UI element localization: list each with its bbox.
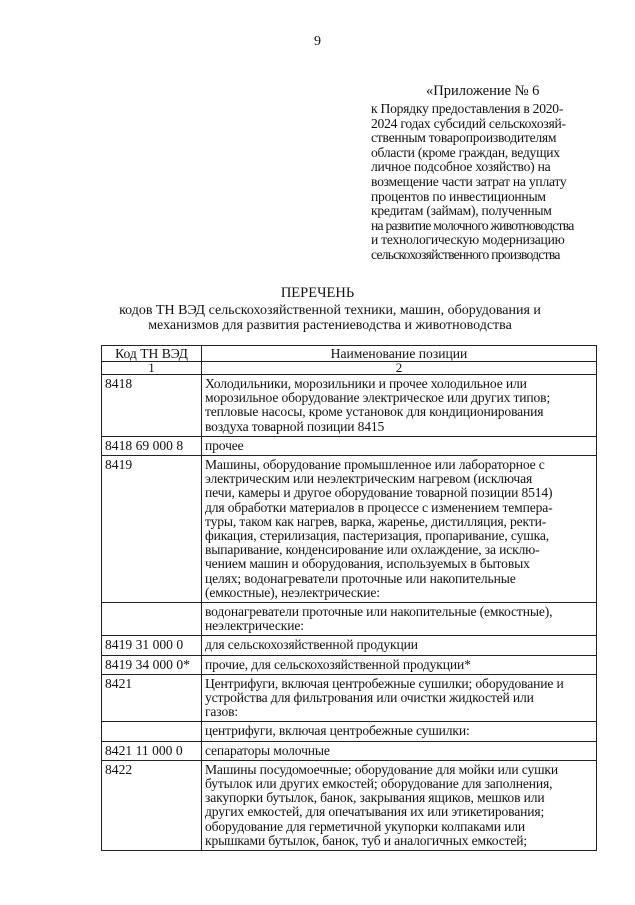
tnved-code-cell: 8418 69 000 8 [102,436,202,455]
position-name-line: целях; водонагреватели проточные или накопительные [205,570,516,586]
column-number: 1 [102,362,202,375]
position-name-cell [202,603,597,636]
position-name-line: сепараторы молочные [205,742,330,758]
position-name-line: оборудование для герметичной укупорки колпаками или [205,818,526,834]
annex-line: и технологическую модернизацию [371,232,565,248]
annex-line: возмещение части затрат на уплату [371,173,567,189]
position-name-cell [202,655,597,674]
position-name-line: других емкостей, для опечатывания их или этикетирования; [205,804,545,820]
annex-text [371,102,591,263]
position-name-line: закупорки бутылок, банок, закрывания ящиков, мешков или [205,790,545,806]
annex-line: к Порядку предоставления в 2020- [371,101,564,116]
annex-line: личное подсобное хозяйство) на [371,159,551,175]
position-name-line: устройства для фильтрования или очистки жидкостей или [205,690,534,706]
tnved-code-cell: 8418 [102,375,202,437]
tnved-code-cell: 8422 [102,760,202,850]
column-number-row [102,362,597,375]
position-name-line: для обработки материалов в процессе с изменением темпера- [205,499,553,515]
tnved-code-cell: 8421 [102,674,202,722]
position-name-line: прочие, для сельскохозяйственной продукции* [205,656,471,672]
annex-line: 2024 годах субсидий сельскохозяй- [371,115,566,131]
annex-line: на развитие молочного животноводства [371,217,574,233]
tnved-code-cell: 8419 34 000 0* [102,655,202,674]
position-name-line: туры, таком как нагрев, варка, жаренье, дистилляция, ректи- [205,513,547,529]
annex-title: «Приложение № 6 [426,83,540,99]
table-row [102,741,597,760]
page-number: 9 [314,34,321,49]
table-row [102,636,597,655]
subtitle-line: кодов ТН ВЭД сельскохозяйственной техники, машин, оборудования и [119,303,541,318]
position-name-line: чением машин и оборудования, используемых в бытовых [205,556,530,572]
position-name-line: Центрифуги, включая центробежные сушилки; оборудование и [205,675,564,691]
position-name-line: Машины, оборудование промышленное или лабораторное с [205,457,545,473]
annex-line: процентов по инвестиционным [371,188,546,204]
document-title: ПЕРЕЧЕНЬ [280,285,355,301]
position-name-line: бутылок или других емкостей; оборудование для заполнения, [205,776,553,792]
position-name-cell [202,436,597,455]
position-name-line: центрифуги, включая центробежные сушилки: [205,723,470,739]
column-header-name: Наименование позиции [202,346,597,362]
position-name-line: Холодильники, морозильники и прочее холодильное или [205,376,527,391]
tnved-code-cell: 8421 11 000 0 [102,741,202,760]
position-name-line: печи, камеры и другое оборудование товарной позиции 8514) [205,485,553,501]
position-name-cell [202,636,597,655]
position-name-line: тепловые насосы, кроме установок для кондиционирования [205,404,544,420]
position-name-cell [202,375,597,437]
position-name-cell [202,741,597,760]
document-subtitle [0,303,635,333]
subtitle-line: механизмов для развития растениеводства и животноводства [148,318,512,333]
tnved-code-cell [102,722,202,741]
position-name-line: крышками бутылок, банок, туб и аналогичных емкостей; [205,832,528,848]
position-name-line: выпаривание, конденсирование или охлаждение, за исклю- [205,542,540,558]
annex-line: области (кроме граждан, ведущих [371,144,560,160]
position-name-line: морозильное оборудование электрическое или других типов; [205,390,551,406]
annex-line: ственным товаропроизводителям [371,130,557,146]
table-row [102,603,597,636]
tnved-code-cell: 8419 31 000 0 [102,636,202,655]
position-name-line: (емкостные), неэлектрические: [205,584,380,600]
position-name-cell [202,760,597,850]
position-name-line: водонагреватели проточные или накопительные (емкостные), [205,604,553,620]
codes-table [101,345,597,851]
tnved-code-cell: 8419 [102,456,202,603]
position-name-line: для сельскохозяйственной продукции [205,637,418,653]
table-row [102,674,597,722]
position-name-line: прочее [205,437,244,453]
table-row [102,436,597,455]
table-row [102,456,597,603]
position-name-cell [202,722,597,741]
table-body [102,362,597,851]
annex-line: сельскохозяйственного производства [371,246,560,262]
position-name-line: воздуха товарной позиции 8415 [205,418,385,434]
table-row [102,722,597,741]
position-name-line: Машины посудомоечные; оборудование для мойки или сушки [205,761,559,777]
position-name-line: газов: [205,704,238,720]
position-name-line: фикация, стерилизация, пастеризация, пропаривание, сушка, [205,528,549,544]
position-name-cell [202,456,597,603]
position-name-line: неэлектрические: [205,618,304,634]
table-row [102,375,597,437]
annex-line: кредитам (займам), полученным [371,203,552,219]
column-number: 2 [202,362,597,375]
position-name-line: электрическим или неэлектрическим нагревом (исключая [205,471,533,487]
table-row [102,760,597,850]
column-header-code: Код ТН ВЭД [102,346,202,362]
tnved-code-cell [102,603,202,636]
position-name-cell [202,674,597,722]
table-header-row [102,346,597,362]
table-row [102,655,597,674]
